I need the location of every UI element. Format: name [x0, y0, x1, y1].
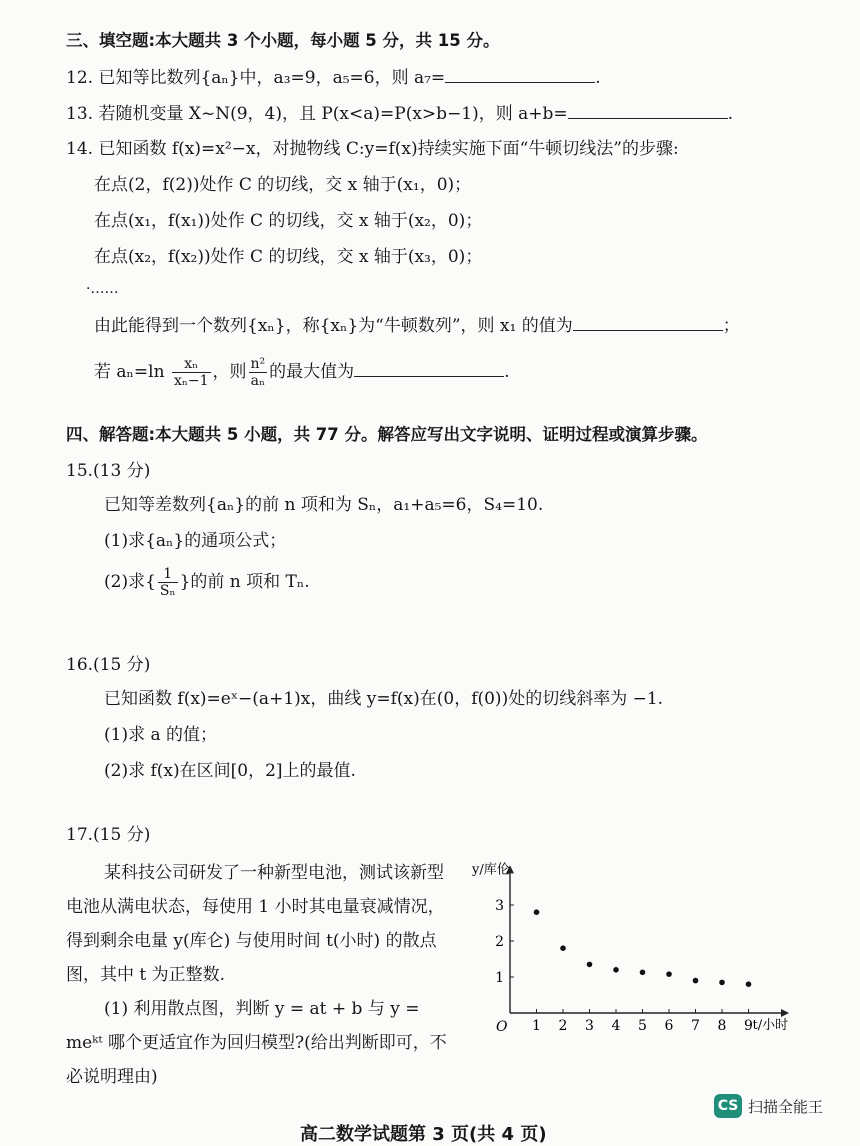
x-tick-label: 3 [585, 1018, 594, 1034]
scatter-chart [470, 848, 790, 1038]
question-16-stem: 已知函数 f(x)=eˣ−(a+1)x，曲线 y=f(x)在(0，f(0))处的切线斜率为 −1. [104, 689, 664, 709]
question-16-title: 16.(15 分) [66, 655, 151, 675]
chart-origin-label: O [496, 1019, 508, 1035]
scatter-point [534, 909, 540, 915]
fraction-numerator: n² [250, 356, 266, 372]
scatter-point [587, 962, 593, 968]
question-14-sequence [94, 314, 740, 337]
question-13-text: 13. 若随机变量 X~N(9，4)，且 P(x<a)=P(x>b−1)，则 a+b= [66, 104, 568, 124]
question-14-last-b: ，则 [212, 362, 247, 382]
section3-header: 三、填空题:本大题共 3 个小题，每小题 5 分，共 15 分。 [66, 31, 500, 50]
x-tick-label: 2 [558, 1018, 568, 1034]
answer-blank-13 [568, 102, 728, 119]
question-15-part2 [104, 562, 310, 602]
question-14-last-a: 若 aₙ=ln [94, 362, 165, 382]
page-footer: 高二数学试题第 3 页(共 4 页) [300, 1124, 547, 1145]
camscanner-logo-icon: CS [714, 1094, 742, 1118]
scanner-badge-text: 扫描全能王 [748, 1097, 824, 1116]
question-17-title: 17.(15 分) [66, 825, 151, 845]
fraction-n2-over-an [249, 356, 268, 389]
scatter-point [746, 981, 752, 987]
question-12 [66, 66, 601, 89]
answer-blank-12 [445, 66, 595, 83]
fraction-numerator: 1 [158, 566, 178, 583]
question-13 [66, 102, 733, 125]
scatter-point [613, 967, 619, 973]
y-tick-label: 3 [495, 898, 504, 914]
x-tick-label: 6 [664, 1018, 674, 1034]
x-tick-label: 8 [717, 1018, 727, 1034]
chart-axes [506, 865, 789, 1017]
fraction-denominator: aₙ [250, 373, 266, 389]
question-14-intro: 14. 已知函数 f(x)=x²−x，对抛物线 C:y=f(x)持续实施下面“牛顿切线法”的步骤: [66, 139, 679, 159]
question-15-part1: (1)求{aₙ}的通项公式； [104, 531, 287, 551]
question-17-part1: (1) 利用散点图，判断 y = at + b 与 y = meᵏᵗ 哪个更适宜作为回归模型?(给出判断即可，不必说明理由) [66, 999, 447, 1087]
question-15-part2-b: }的前 n 项和 Tₙ. [179, 572, 310, 592]
question-12-period: . [595, 68, 601, 88]
question-14-dots: ·…… [86, 281, 119, 297]
question-17-text: 某科技公司研发了一种新型电池，测试该新型电池从满电状态，每使用 1 小时其电量衰减情况，得到剩余电量 y(库仑) 与使用时间 t(小时) 的散点图，其中 t 为正整数. [66, 863, 445, 985]
fraction-1-over-sn [158, 566, 178, 599]
question-14-seq-end: ； [722, 316, 740, 336]
question-14-step1: 在点(2，f(2))处作 C 的切线，交 x 轴于(x₁，0)； [94, 175, 472, 195]
answer-blank-14b [354, 360, 504, 377]
x-tick-label: 5 [638, 1018, 647, 1034]
fraction-denominator: Sₙ [159, 583, 176, 599]
question-14-last [94, 352, 510, 392]
question-13-period: . [727, 104, 734, 124]
x-tick-label: 7 [691, 1018, 700, 1034]
fraction-xn-over-xn-1 [172, 356, 211, 389]
question-15-stem: 已知等差数列{aₙ}的前 n 项和为 Sₙ，a₁+a₅=6，S₄=10. [104, 495, 544, 515]
scatter-point [719, 980, 725, 986]
question-14-last-period: . [504, 362, 510, 382]
x-tick-label: 9 [744, 1018, 753, 1034]
question-16-part2: (2)求 f(x)在区间[0，2]上的最值. [104, 761, 356, 781]
scatter-point [560, 945, 566, 951]
x-tick-label: 1 [532, 1018, 541, 1034]
chart-x-axis-label: t/小时 [752, 1018, 789, 1033]
chart-points [534, 909, 752, 987]
fraction-denominator: xₙ−1 [173, 373, 209, 389]
scatter-point [666, 971, 672, 977]
question-12-text: 12. 已知等比数列{aₙ}中，a₃=9，a₅=6，则 a₇= [66, 68, 446, 88]
question-16-part1: (1)求 a 的值； [104, 725, 218, 745]
question-14-seq-text: 由此能得到一个数列{xₙ}，称{xₙ}为“牛顿数列”，则 x₁ 的值为 [94, 316, 573, 336]
question-15-part2-a: (2)求{ [104, 572, 156, 592]
question-14-last-c: 的最大值为 [269, 362, 355, 382]
y-tick-label: 2 [495, 934, 504, 950]
x-tick-label: 4 [611, 1018, 621, 1034]
question-15-title: 15.(13 分) [66, 461, 151, 481]
answer-blank-14a [573, 314, 723, 331]
scatter-point [693, 978, 699, 984]
chart-y-axis-label: y/库伦 [472, 862, 510, 878]
x-axis-arrow-icon [781, 1009, 789, 1017]
question-14-step3: 在点(x₂，f(x₂))处作 C 的切线，交 x 轴于(x₃，0)； [94, 247, 483, 267]
y-tick-label: 1 [495, 970, 504, 986]
section4-header: 四、解答题:本大题共 5 小题，共 77 分。解答应写出文字说明、证明过程或演算步骤。 [66, 425, 708, 444]
fraction-numerator: xₙ [172, 356, 211, 373]
scatter-point [640, 970, 646, 976]
question-14-step2: 在点(x₁，f(x₁))处作 C 的切线，交 x 轴于(x₂，0)； [94, 211, 483, 231]
scanner-badge [714, 1094, 823, 1118]
